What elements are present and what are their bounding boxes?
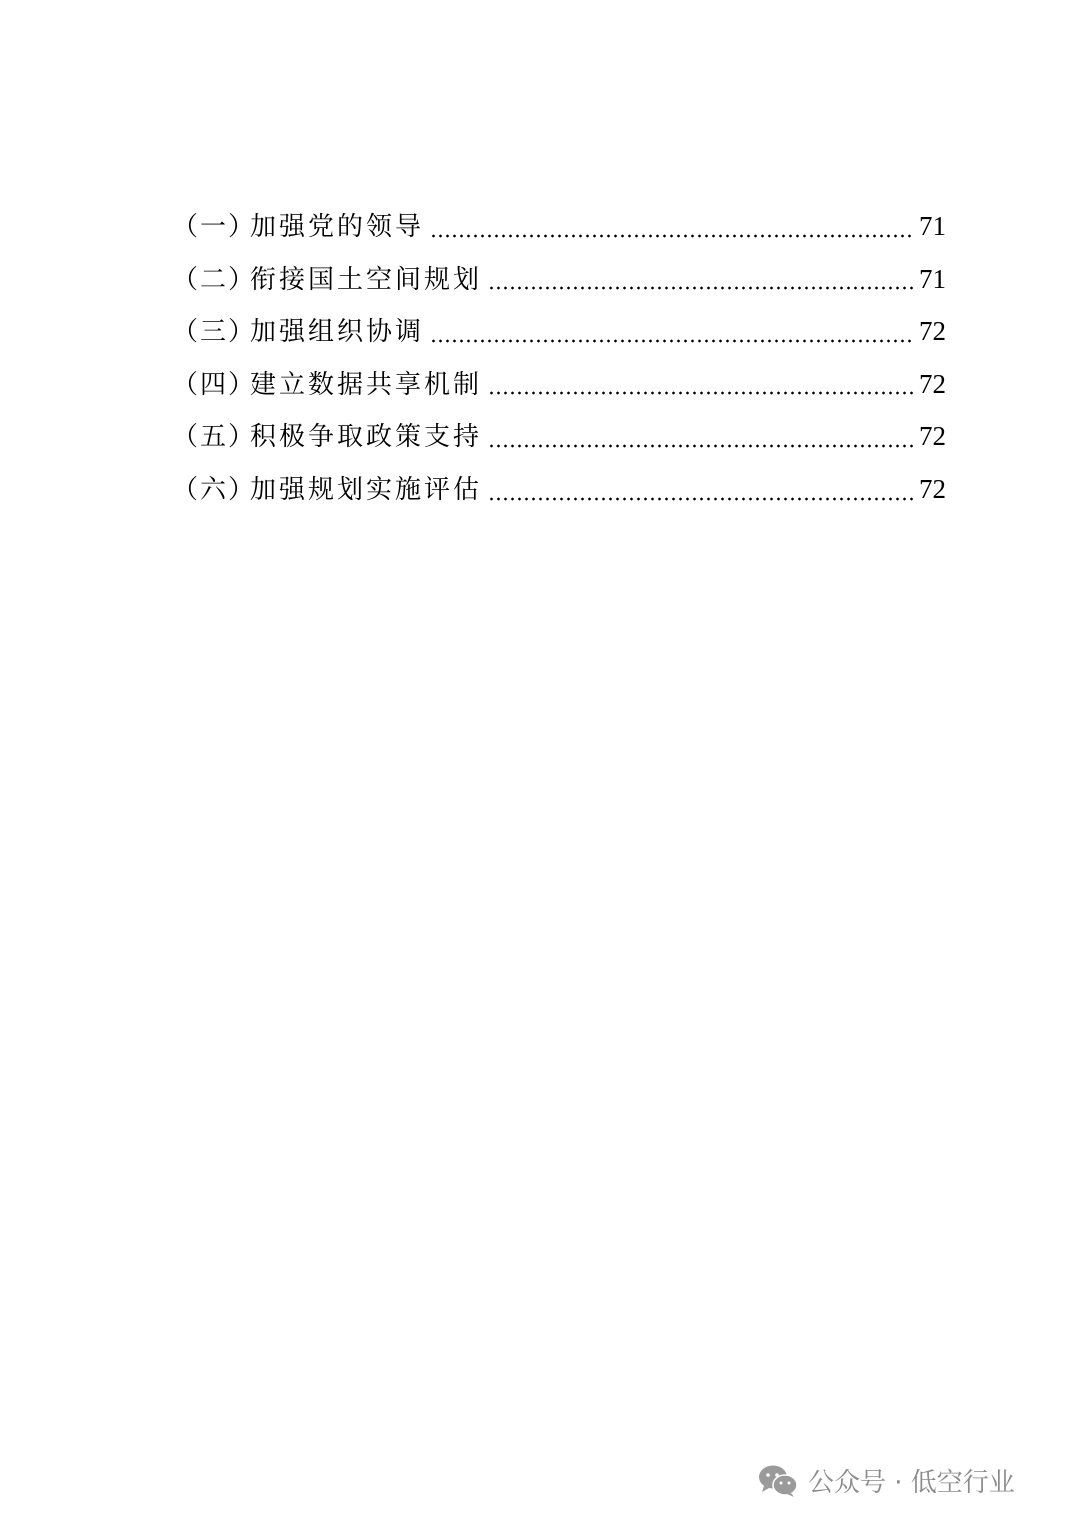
toc-entry-title: 建立数据共享机制 (250, 369, 483, 400)
toc-entry-title: 加强规划实施评估 (250, 474, 483, 505)
toc-entry-page: 72 (919, 473, 946, 504)
toc-entry-page: 72 (919, 316, 946, 347)
table-of-contents (172, 200, 946, 516)
watermark-text: 公众号 · 低空行业 (808, 1468, 1015, 1498)
toc-entry[interactable] (172, 410, 946, 463)
toc-leader-dots (430, 338, 915, 344)
toc-entry-page: 71 (919, 263, 946, 294)
toc-entry[interactable] (172, 305, 946, 358)
toc-entry[interactable] (172, 200, 946, 253)
toc-leader-dots (488, 496, 915, 502)
toc-entry-title: 加强组织协调 (250, 317, 425, 348)
wechat-icon (758, 1464, 798, 1498)
toc-entry[interactable] (172, 358, 946, 411)
toc-entry-page: 72 (919, 421, 946, 452)
toc-entry[interactable] (172, 253, 946, 306)
watermark (758, 1462, 1015, 1499)
toc-leader-dots (488, 443, 915, 449)
toc-entry[interactable] (172, 463, 946, 516)
toc-entry-page: 72 (919, 368, 946, 399)
toc-entry-number: （四） (172, 369, 257, 400)
toc-entry-number: （五） (172, 422, 257, 453)
toc-entry-number: （一） (172, 212, 257, 242)
toc-entry-page: 71 (919, 211, 946, 241)
toc-entry-number: （二） (172, 264, 257, 295)
toc-leader-dots (430, 233, 915, 239)
toc-entry-number: （六） (172, 474, 257, 505)
toc-entry-title: 衔接国土空间规划 (250, 264, 483, 295)
toc-entry-title: 积极争取政策支持 (250, 422, 483, 453)
toc-entry-title: 加强党的领导 (250, 212, 425, 242)
toc-leader-dots (488, 390, 915, 396)
toc-leader-dots (488, 285, 915, 291)
toc-entry-number: （三） (172, 317, 257, 348)
